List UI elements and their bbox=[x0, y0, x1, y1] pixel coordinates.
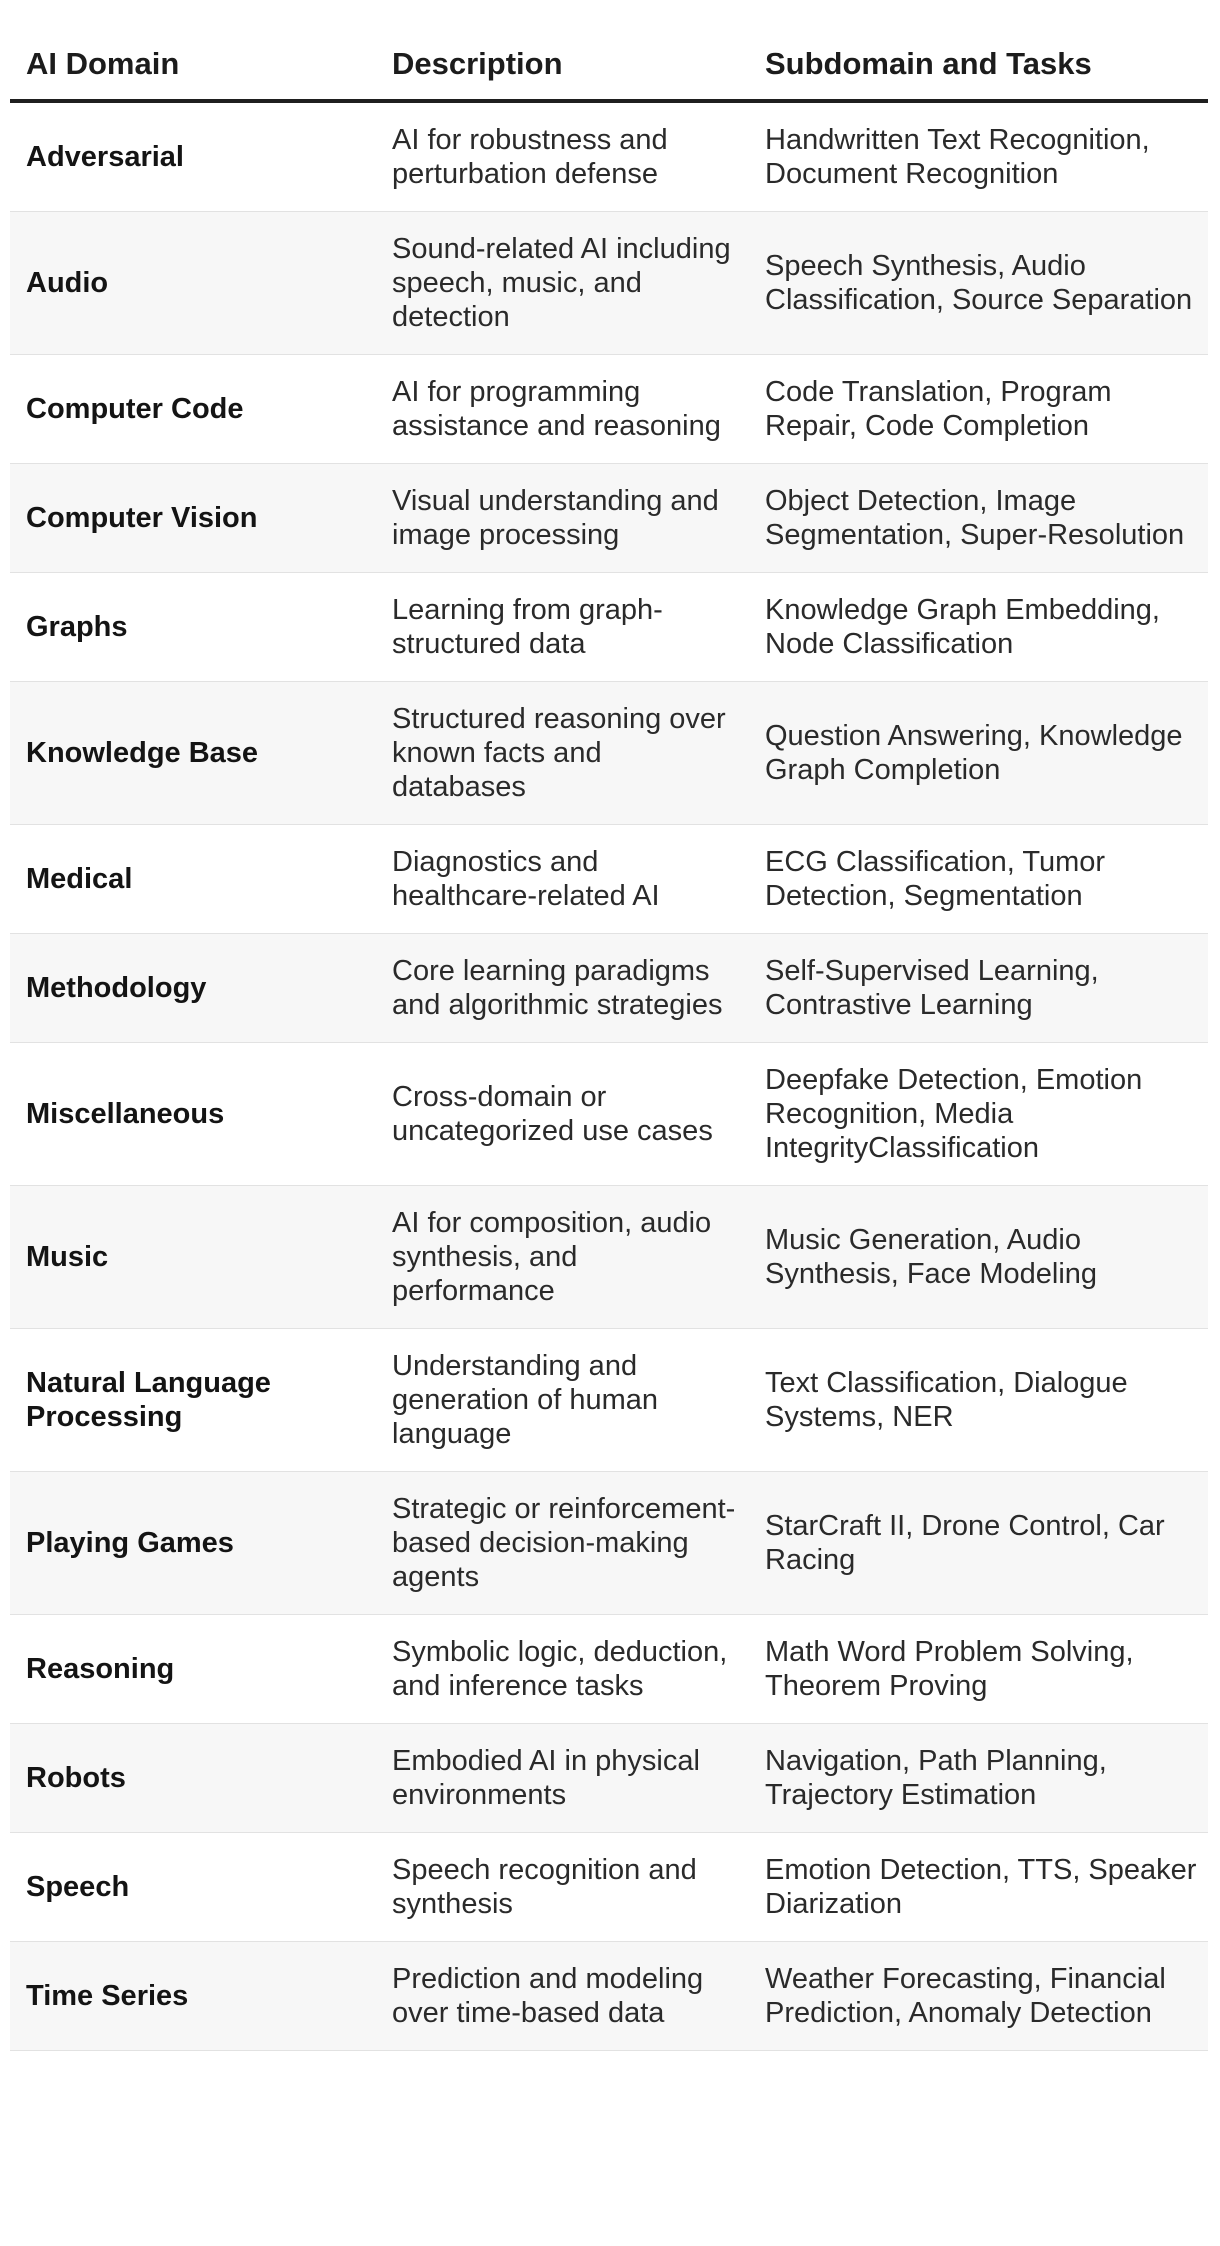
table-row bbox=[10, 464, 1208, 573]
cell-domain: Computer Code bbox=[10, 355, 376, 464]
table-row bbox=[10, 1724, 1208, 1833]
cell-tasks: Music Generation, Audio Synthesis, Face Modeling bbox=[749, 1186, 1208, 1329]
cell-tasks: StarCraft II, Drone Control, Car Racing bbox=[749, 1472, 1208, 1615]
cell-tasks: Deepfake Detection, Emotion Recognition, Media IntegrityClassification bbox=[749, 1043, 1208, 1186]
cell-domain: Computer Vision bbox=[10, 464, 376, 573]
cell-domain: Adversarial bbox=[10, 101, 376, 212]
cell-tasks: Question Answering, Knowledge Graph Completion bbox=[749, 682, 1208, 825]
cell-description: Cross-domain or uncategorized use cases bbox=[376, 1043, 749, 1186]
header-row bbox=[10, 28, 1208, 101]
table-row bbox=[10, 355, 1208, 464]
cell-tasks: Handwritten Text Recognition, Document Recognition bbox=[749, 101, 1208, 212]
cell-description: Learning from graph-structured data bbox=[376, 573, 749, 682]
table-row bbox=[10, 825, 1208, 934]
cell-domain: Music bbox=[10, 1186, 376, 1329]
header-description: Description bbox=[376, 28, 749, 101]
table-row bbox=[10, 1043, 1208, 1186]
cell-tasks: Speech Synthesis, Audio Classification, Source Separation bbox=[749, 212, 1208, 355]
cell-description: Embodied AI in physical environments bbox=[376, 1724, 749, 1833]
cell-description: Strategic or reinforcement-based decision-making agents bbox=[376, 1472, 749, 1615]
cell-tasks: ECG Classification, Tumor Detection, Segmentation bbox=[749, 825, 1208, 934]
table-row bbox=[10, 1833, 1208, 1942]
table-header bbox=[10, 28, 1208, 101]
table-row bbox=[10, 1615, 1208, 1724]
table-row bbox=[10, 1329, 1208, 1472]
table-row bbox=[10, 1186, 1208, 1329]
cell-description: Prediction and modeling over time-based data bbox=[376, 1942, 749, 2051]
cell-domain: Reasoning bbox=[10, 1615, 376, 1724]
cell-description: Understanding and generation of human language bbox=[376, 1329, 749, 1472]
cell-description: Sound-related AI including speech, music, and detection bbox=[376, 212, 749, 355]
cell-tasks: Math Word Problem Solving, Theorem Proving bbox=[749, 1615, 1208, 1724]
cell-domain: Knowledge Base bbox=[10, 682, 376, 825]
header-ai-domain: AI Domain bbox=[10, 28, 376, 101]
cell-tasks: Emotion Detection, TTS, Speaker Diarization bbox=[749, 1833, 1208, 1942]
cell-domain: Speech bbox=[10, 1833, 376, 1942]
cell-description: Visual understanding and image processing bbox=[376, 464, 749, 573]
table-row bbox=[10, 101, 1208, 212]
cell-description: AI for robustness and perturbation defense bbox=[376, 101, 749, 212]
cell-domain: Robots bbox=[10, 1724, 376, 1833]
table-row bbox=[10, 1472, 1208, 1615]
cell-tasks: Object Detection, Image Segmentation, Super-Resolution bbox=[749, 464, 1208, 573]
cell-domain: Miscellaneous bbox=[10, 1043, 376, 1186]
cell-tasks: Self-Supervised Learning, Contrastive Learning bbox=[749, 934, 1208, 1043]
table-row bbox=[10, 934, 1208, 1043]
cell-domain: Medical bbox=[10, 825, 376, 934]
cell-domain: Natural Language Processing bbox=[10, 1329, 376, 1472]
cell-domain: Audio bbox=[10, 212, 376, 355]
table-row bbox=[10, 1942, 1208, 2051]
cell-description: AI for composition, audio synthesis, and performance bbox=[376, 1186, 749, 1329]
table-row bbox=[10, 212, 1208, 355]
cell-description: Structured reasoning over known facts and databases bbox=[376, 682, 749, 825]
table-row bbox=[10, 682, 1208, 825]
cell-description: Speech recognition and synthesis bbox=[376, 1833, 749, 1942]
cell-tasks: Text Classification, Dialogue Systems, NER bbox=[749, 1329, 1208, 1472]
cell-description: Symbolic logic, deduction, and inference tasks bbox=[376, 1615, 749, 1724]
cell-domain: Methodology bbox=[10, 934, 376, 1043]
cell-description: AI for programming assistance and reasoning bbox=[376, 355, 749, 464]
header-subdomain-tasks: Subdomain and Tasks bbox=[749, 28, 1208, 101]
ai-domain-table-container bbox=[10, 28, 1208, 2051]
table-row bbox=[10, 573, 1208, 682]
cell-domain: Graphs bbox=[10, 573, 376, 682]
cell-tasks: Weather Forecasting, Financial Prediction, Anomaly Detection bbox=[749, 1942, 1208, 2051]
cell-tasks: Code Translation, Program Repair, Code Completion bbox=[749, 355, 1208, 464]
cell-domain: Playing Games bbox=[10, 1472, 376, 1615]
ai-domain-table bbox=[10, 28, 1208, 2051]
cell-domain: Time Series bbox=[10, 1942, 376, 2051]
cell-tasks: Navigation, Path Planning, Trajectory Estimation bbox=[749, 1724, 1208, 1833]
cell-description: Diagnostics and healthcare-related AI bbox=[376, 825, 749, 934]
cell-tasks: Knowledge Graph Embedding, Node Classification bbox=[749, 573, 1208, 682]
table-body bbox=[10, 101, 1208, 2051]
cell-description: Core learning paradigms and algorithmic strategies bbox=[376, 934, 749, 1043]
